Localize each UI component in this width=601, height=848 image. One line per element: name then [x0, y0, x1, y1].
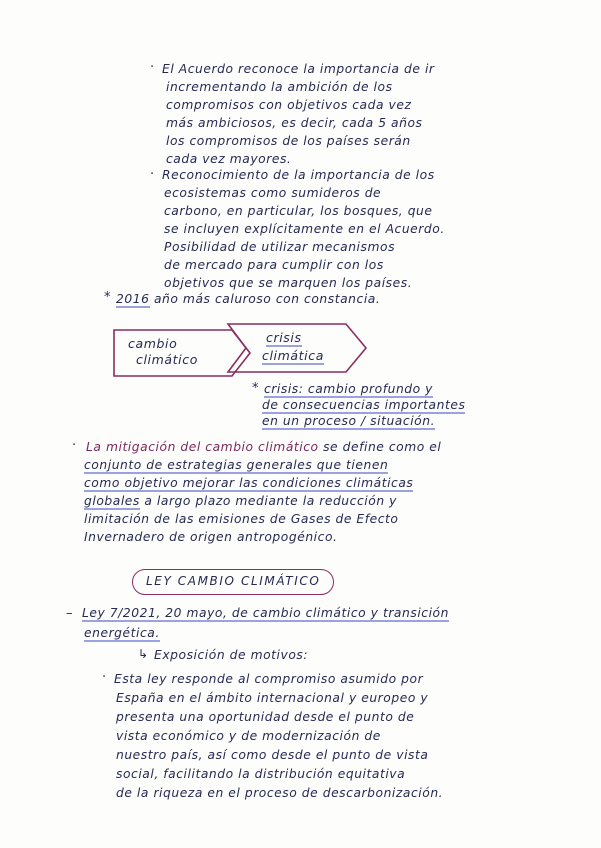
text-line: se incluyen explícitamente en el Acuerdo.	[164, 222, 445, 236]
text-line: incrementando la ambición de los	[166, 80, 393, 94]
box-left-line-2: climático	[136, 352, 198, 367]
text-line: carbono, en particular, los bosques, que	[164, 204, 433, 218]
bullet-dot: ·	[150, 60, 155, 75]
definition-line: de consecuencias importantes	[262, 398, 466, 412]
text-line: objetivos que se marquen los países.	[164, 276, 413, 290]
law-title-line-1: Ley 7/2021, 20 mayo, de cambio climático y transición	[82, 606, 449, 620]
text-line: más ambiciosos, es decir, cada 5 años	[166, 116, 423, 130]
definition-line: en un proceso / situación.	[262, 414, 436, 428]
dash-bullet: –	[66, 606, 73, 621]
law-body-line: social, facilitando la distribución equitativa	[116, 767, 406, 781]
text-line: ecosistemas como sumideros de	[164, 186, 382, 200]
sub-heading: Exposición de motivos:	[154, 648, 309, 662]
box-right-line-2: climática	[262, 348, 324, 363]
mitigation-line-2: conjunto de estrategias generales que tienen	[84, 458, 389, 472]
bullet-dot: ·	[72, 438, 77, 453]
definition-line: crisis: cambio profundo y	[264, 382, 434, 396]
law-body-line: vista económico y de modernización de	[116, 729, 381, 743]
law-title-line-2: energética.	[84, 626, 160, 640]
mitigation-line-6: Invernadero de origen antropogénico.	[84, 530, 338, 544]
text-line: de mercado para cumplir con los	[164, 258, 384, 272]
bullet-dot: ·	[102, 670, 107, 685]
asterisk-bullet: *	[252, 381, 259, 396]
box-right-line-1: crisis	[266, 330, 302, 345]
text-line: El Acuerdo reconoce la importancia de ir	[162, 62, 435, 76]
law-body-line: de la riqueza en el proceso de descarbonización.	[116, 786, 444, 800]
mitigation-term: La mitigación del cambio climático	[86, 440, 319, 454]
mitigation-line-5: limitación de las emisiones de Gases de Efecto	[84, 512, 399, 526]
law-body-line: Esta ley responde al compromiso asumido por	[114, 672, 424, 686]
mitigation-line-1	[86, 440, 441, 454]
text-line: Posibilidad de utilizar mecanismos	[164, 240, 396, 254]
mitigation-line-4	[84, 494, 397, 508]
law-heading: LEY CAMBIO CLIMÁTICO	[146, 574, 321, 588]
text-line: los compromisos de los países serán	[166, 134, 411, 148]
law-body-line: España en el ámbito internacional y europeo y	[116, 691, 429, 705]
mitigation-lead-rest: se define como el	[318, 440, 442, 454]
asterisk-bullet: *	[104, 290, 111, 305]
text-line: cada vez mayores.	[166, 152, 292, 166]
mitigation-globales: globales	[84, 494, 140, 508]
mitigation-line-4-rest: a largo plazo mediante la reducción y	[139, 494, 397, 508]
arrow-icon: ↳	[138, 647, 149, 661]
year-note-text: año más caluroso con constancia.	[153, 292, 381, 306]
box-left-line-1: cambio	[128, 336, 178, 351]
law-body-line: presenta una oportunidad desde el punto de	[116, 710, 415, 724]
year-highlight: 2016	[116, 292, 150, 306]
text-line: Reconocimiento de la importancia de los	[162, 168, 435, 182]
text-line: compromisos con objetivos cada vez	[166, 98, 412, 112]
law-body-line: nuestro país, así como desde el punto de vista	[116, 748, 429, 762]
bullet-dot: ·	[150, 167, 155, 182]
mitigation-line-3: como objetivo mejorar las condiciones climáticas	[84, 476, 414, 490]
